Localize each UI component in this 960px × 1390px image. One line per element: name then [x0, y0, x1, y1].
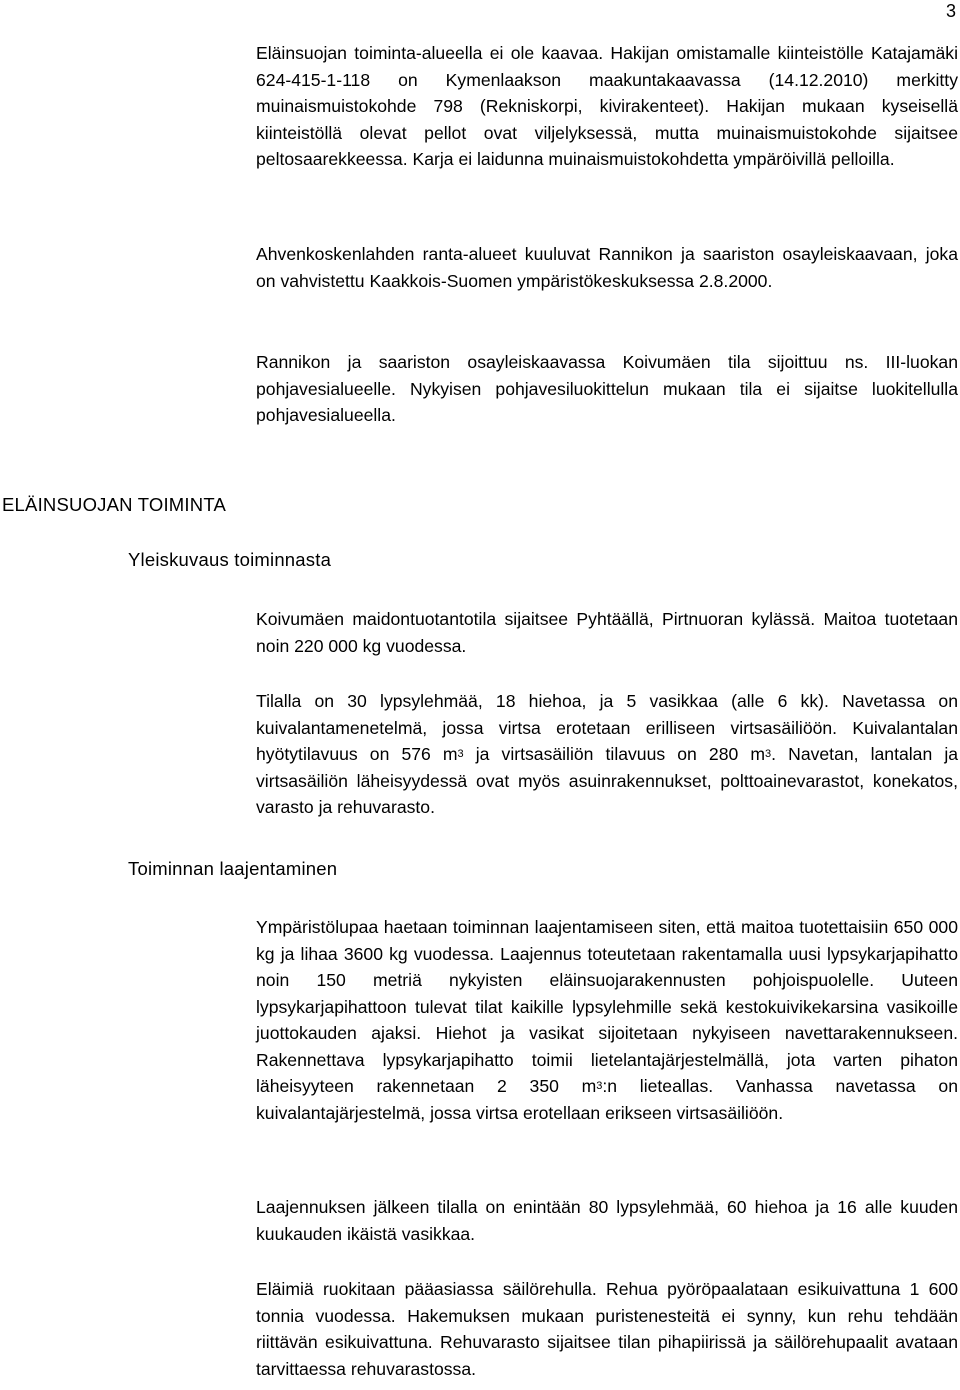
expansion-text-part-b: :n lieteallas. Vanhassa navetassa on kuivalantajärjestelmä, jossa virtsa erotellaan erikseen virtsasäiliöön.: [256, 1076, 958, 1123]
overview-text-part-c: . Navetan, lantalan ja virtsasäiliön läheisyydessä ovat myös asuinrakennukset, polttoainevarastot, konekatos, varasto ja rehuvarasto.: [256, 744, 959, 817]
expansion-paragraph-feeding: Eläimiä ruokitaan pääasiassa säilörehulla. Rehua pyöröpaalataan esikuivattuna 1 600 tonnia vuodessa. Hakemuksen mukaan puristenesteitä ei synny, kun rehu tehdään riittävän esikuivattuna. Rehuvarasto sijaitsee tilan pihapiirissä ja säilörehupaalit avataan tarvittaessa rehuvarastossa.: [256, 1279, 958, 1379]
section-heading: ELÄINSUOJAN TOIMINTA: [2, 494, 226, 515]
intro-paragraph-shore-plan: Ahvenkoskenlahden ranta-alueet kuuluvat Rannikon ja saariston osayleiskaavaan, joka on vahvistettu Kaakkois-Suomen ympäristökeskuksessa 2.8.2000.: [256, 244, 958, 291]
page-number: 3: [945, 1, 956, 21]
overview-text-part-b: ja virtsasäiliön tilavuus on 280 m: [463, 744, 766, 764]
intro-paragraph-zoning: Eläinsuojan toiminta-alueella ei ole kaavaa. Hakijan omistamalle kiinteistölle Katajamäki 624-415-1-118 on Kymenlaakson maakuntakaavassa (14.12.2010) merkitty muinaismuistokohde 798 (Rekniskorpi, kivirakenteet). Hakijan mukaan kyseisellä kiinteistöllä olevat pellot ovat viljelyksessä, mutta muinaismuistokohde sijaitsee peltosaarekkeessa. Karja ei laidunna muinaismuistokohdetta ympäröivillä pelloilla.: [256, 43, 958, 169]
expansion-text-part-a: Ympäristölupaa haetaan toiminnan laajentamiseen siten, että maitoa tuotettaisiin 650 000 kg ja lihaa 3600 kg vuodessa. Laajennus toteutetaan rakentamalla uusi lypsykarjapihatto noin 150 metriä nykyisten eläinsuojarakennusten pohjoispuolelle. Uuteen lypsykarjapihattoon tulevat tilat kaikille lypsylehmille sekä kestokuivikekarsina vasikoille juottokauden ajaksi. Hiehot ja vasikat sijoitetaan nykyiseen navettarakennukseen. Rakennettava lypsykarjapihatto toimii lietelantajärjestelmällä, jota varten pihaton läheisyyteen rakennetaan 2 350 m: [256, 917, 958, 1096]
expansion-paragraph-herd: Laajennuksen jälkeen tilalla on enintään 80 lypsylehmää, 60 hiehoa ja 16 alle kuuden kuukauden ikäistä vasikkaa.: [256, 1197, 958, 1244]
overview-paragraph-animals: [256, 688, 958, 821]
superscript-cubic: 3: [765, 748, 772, 760]
superscript-cubic: 3: [457, 748, 464, 760]
expansion-paragraph-permit: [256, 914, 958, 1126]
expansion-heading: Toiminnan laajentaminen: [128, 858, 338, 879]
overview-paragraph-location: Koivumäen maidontuotantotila sijaitsee Pyhtäällä, Pirtnuoran kylässä. Maitoa tuotetaan noin 220 000 kg vuodessa.: [256, 609, 958, 656]
superscript-cubic: 3: [596, 1080, 603, 1092]
overview-heading: Yleiskuvaus toiminnasta: [128, 549, 332, 570]
intro-paragraph-groundwater: Rannikon ja saariston osayleiskaavassa Koivumäen tila sijoittuu ns. III-luokan pohjavesialueelle. Nykyisen pohjavesiluokittelun mukaan tila ei sijaitse luokitellulla pohjavesialueella.: [256, 352, 958, 425]
overview-text-part-a: Tilalla on 30 lypsylehmää, 18 hiehoa, ja 5 vasikkaa (alle 6 kk). Navetassa on kuivalantamenetelmä, jossa virtsa erotetaan erilliseen virtsasäiliöön. Kuivalantalan hyötytilavuus on 576 m: [256, 691, 958, 764]
